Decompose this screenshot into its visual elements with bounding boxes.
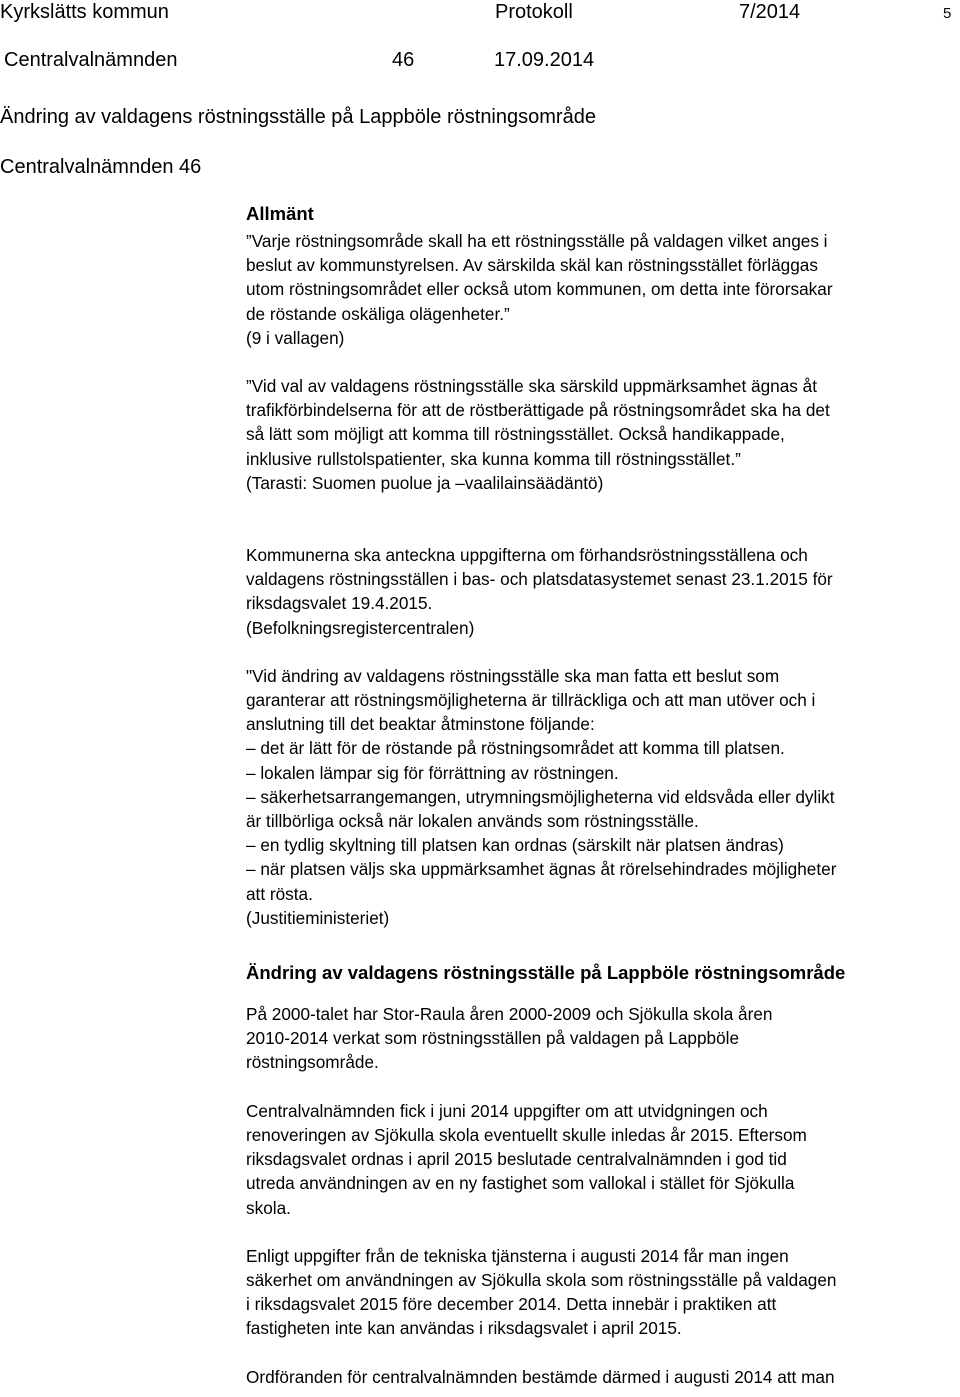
text-line: skola. [246, 1197, 291, 1218]
text-line: valdagens röstningsställen i bas- och platsdatasystemet senast 23.1.2015 för [246, 569, 833, 590]
body-name: Centralvalnämnden [4, 49, 178, 71]
spacer [246, 640, 958, 664]
spacer [246, 1341, 958, 1365]
text-line: riksdagsvalet ordnas i april 2015 beslutade centralvalnämnden i god tid [246, 1149, 787, 1170]
text-line: ”Varje röstningsområde skall ha ett röstningsställe på valdagen vilket anges i [246, 231, 828, 251]
text-line: trafikförbindelserna för att de röstberättigade på röstningsområdet ska ha det [246, 400, 830, 421]
text-line: anslutning till det beaktar åtminstone följande: [246, 714, 595, 735]
text-line: säkerhet om användningen av Sjökulla skola som röstningsställe på valdagen [246, 1269, 837, 1290]
text-line: inklusive rullstolspatienter, ska kunna komma till röstningsstället.” [246, 448, 741, 469]
text-line: röstningsområde. [246, 1052, 379, 1073]
text-line: Kommunerna ska anteckna uppgifterna om förhandsröstningsställena och [246, 545, 808, 566]
spacer [246, 350, 958, 374]
text-line: fastigheten inte kan användas i riksdagsvalet i april 2015. [246, 1318, 682, 1339]
text-line: På 2000-talet har Stor-Raula åren 2000-2009 och Sjökulla skola åren [246, 1004, 773, 1025]
document-type: Protokoll [495, 1, 573, 23]
protocol-number: 7/2014 [739, 1, 801, 23]
text-line: är tillbörliga också när lokalen används som röstningsställe. [246, 811, 699, 832]
spacer [246, 1075, 958, 1099]
text-line: Centralvalnämnden fick i juni 2014 uppgifter om att utvidgningen och [246, 1100, 768, 1121]
paragraph-3 [246, 543, 958, 640]
text-line: (Befolkningsregistercentralen) [246, 617, 475, 638]
text-line: (Tarasti: Suomen puolue ja –vaalilainsäädäntö) [246, 472, 604, 493]
page-subtitle: Centralvalnämnden 46 [0, 156, 202, 178]
list-item: – lokalen lämpar sig för förrättning av röstningen. [246, 762, 619, 783]
text-line: Enligt uppgifter från de tekniska tjänsterna i augusti 2014 får man ingen [246, 1245, 789, 1266]
text-line: så lätt som möjligt att komma till röstningsstället. Också handikappade, [246, 424, 785, 445]
text-line: "Vid ändring av valdagens röstningsställe ska man fatta ett beslut som [246, 665, 780, 686]
page-title: Ändring av valdagens röstningsställe på Lappböle röstningsområde [0, 106, 596, 128]
section-reference: 46 [392, 49, 415, 71]
text-line: (9 i vallagen) [246, 327, 345, 348]
text-line: utreda användningen av en ny fastighet som vallokal i stället för Sjökulla [246, 1173, 795, 1194]
paragraph-2 [246, 374, 958, 495]
paragraph-1 [246, 229, 958, 350]
text-line: de röstande oskäliga olägenheter.” [246, 303, 510, 324]
paragraph-5 [246, 1002, 958, 1075]
text-line: ”Vid val av valdagens röstningsställe ska särskild uppmärksamhet ägnas åt [246, 376, 817, 397]
text-line: riksdagsvalet 19.4.2015. [246, 593, 433, 614]
text-line: renoveringen av Sjökulla skola eventuellt skulle inledas år 2015. Eftersom [246, 1124, 807, 1145]
text-line: beslut av kommunstyrelsen. Av särskilda skäl kan röstningsstället förläggas [246, 255, 818, 276]
paragraph-7 [246, 1244, 958, 1341]
list-item: – när platsen väljs ska uppmärksamhet ägnas åt rörelsehindrades möjligheter [246, 859, 837, 880]
list-item: – en tydlig skyltning till platsen kan ordnas (särskilt när platsen ändras) [246, 835, 784, 856]
spacer [246, 930, 958, 958]
spacer [246, 495, 958, 543]
text-line: Ordföranden för centralvalnämnden bestämde därmed i augusti 2014 att man [246, 1366, 835, 1387]
list-item: – det är lätt för de röstande på röstningsområdet att komma till platsen. [246, 738, 785, 759]
text-line: 2010-2014 verkat som röstningsställen på valdagen på Lappböle [246, 1028, 740, 1049]
spacer [246, 1220, 958, 1244]
section-heading: Ändring av valdagens röstningsställe på Lappböle röstningsområde [246, 962, 846, 984]
list-item: – säkerhetsarrangemangen, utrymningsmöjligheterna vid eldsvåda eller dylikt [246, 786, 835, 807]
text-line: att rösta. [246, 883, 313, 904]
paragraph-8 [246, 1365, 958, 1389]
municipality-name: Kyrkslätts kommun [0, 1, 169, 23]
text-line: utom röstningsområdet eller också utom kommunen, om detta inte förorsakar [246, 279, 833, 300]
page-number: 5 [943, 5, 952, 22]
text-line: (Justitieministeriet) [246, 907, 390, 928]
paragraph-4 [246, 664, 958, 930]
spacer [246, 988, 958, 1002]
document-body [246, 199, 958, 1389]
heading-allmant: Allmänt [246, 203, 314, 224]
text-line: i riksdagsvalet 2015 före december 2014. Detta innebär i praktiken att [246, 1294, 777, 1315]
meeting-date: 17.09.2014 [494, 49, 595, 71]
text-line: garanterar att röstningsmöjligheterna är tillräckliga och att man utöver och i [246, 690, 816, 711]
paragraph-6 [246, 1099, 958, 1220]
